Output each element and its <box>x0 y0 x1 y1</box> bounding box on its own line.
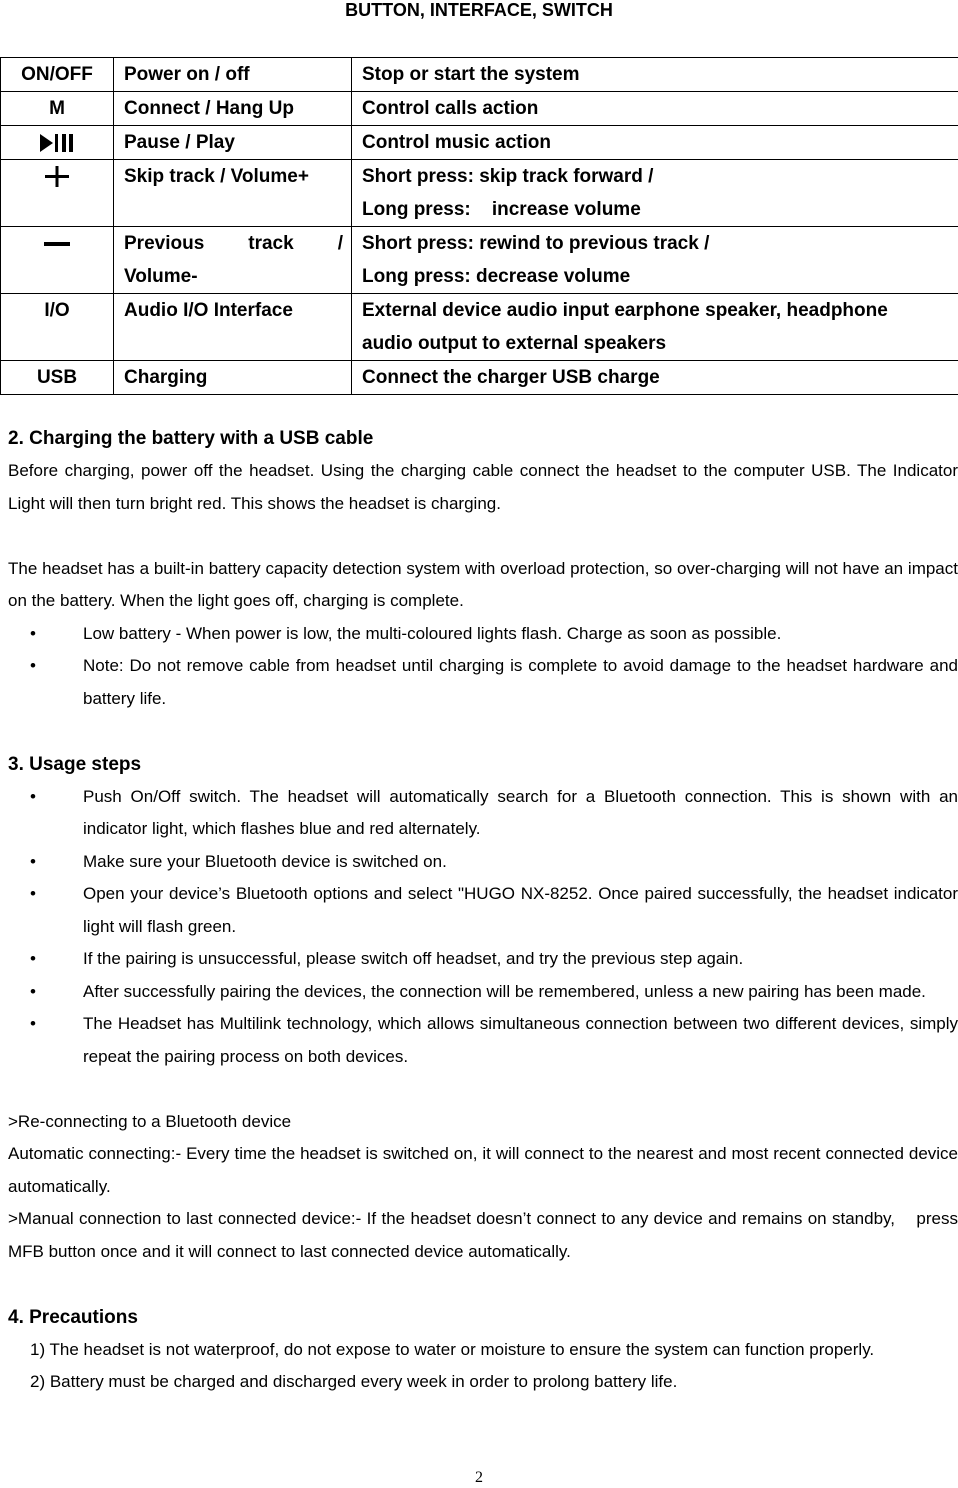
list-item: • After successfully pairing the devices, the connection will be remembered, unless a new pairing has been made. <box>8 976 958 1009</box>
list-item: • Low battery - When power is low, the multi-coloured lights flash. Charge as soon as possible. <box>8 618 958 651</box>
section-heading: 4. Precautions <box>8 1306 138 1328</box>
desc-cell: Stop or start the system <box>352 58 958 92</box>
desc-cell: Short press: rewind to previous track / Long press: decrease volume <box>352 227 958 294</box>
bullet-icon: • <box>30 1014 36 1033</box>
name-cell: Previous track / Volume- <box>114 227 352 294</box>
bullet-icon: • <box>30 786 36 806</box>
table-row <box>1 361 958 395</box>
bullet-list <box>8 618 958 716</box>
list-item: • Note: Do not remove cable from headset until charging is complete to avoid damage to the headset hardware and battery life. <box>8 650 958 715</box>
desc-cell: Control calls action <box>352 92 958 126</box>
desc-cell: Short press: skip track forward / Long press: increase volume <box>352 160 958 227</box>
name-cell: Skip track / Volume+ <box>114 160 352 227</box>
name-cell: Connect / Hang Up <box>114 92 352 126</box>
list-item: • Push On/Off switch. The headset will automatically search for a Bluetooth connection. This is shown with an indicator light, which flashes blue and red alternately. <box>8 781 958 846</box>
list-item: • Open your device’s Bluetooth options and select "HUGO NX-8252. Once paired successfully, the headset indicator light will flash green. <box>8 878 958 943</box>
document-body <box>8 422 958 1399</box>
section-heading: 2. Charging the battery with a USB cable <box>8 428 374 449</box>
key-cell <box>1 227 114 294</box>
key-cell: USB <box>1 361 114 395</box>
page-number: 2 <box>475 1469 483 1486</box>
name-cell: Power on / off <box>114 58 352 92</box>
subheading: >Re-connecting to a Bluetooth device <box>8 1111 292 1131</box>
desc-cell: Connect the charger USB charge <box>352 361 958 395</box>
minus-icon <box>43 239 71 249</box>
name-cell: Pause / Play <box>114 126 352 160</box>
list-item: 1) The headset is not waterproof, do not expose to water or moisture to ensure the system can function properly. <box>30 1339 875 1359</box>
desc-cell: External device audio input earphone speaker, headphone audio output to external speakers <box>352 294 958 361</box>
name-cell: Charging <box>114 361 352 395</box>
list-item: • The Headset has Multilink technology, which allows simultaneous connection between two different devices, simply repeat the pairing process on both devices. <box>8 1008 958 1073</box>
section-heading: 3. Usage steps <box>8 753 142 775</box>
paragraph: >Manual connection to last connected device:- If the headset doesn’t connect to any device and remains on standby, press MFB button once and it will connect to last connected device automatically. <box>8 1209 958 1261</box>
button-interface-table <box>0 57 958 395</box>
paragraph: The headset has a built-in battery capacity detection system with overload protection, so over-charging will not have an impact on the battery. When the light goes off, charging is complete. <box>8 558 958 610</box>
plus-icon <box>44 165 70 189</box>
paragraph: Before charging, power off the headset. Using the charging cable connect the headset to the computer USB. The Indicator Light will then turn bright red. This shows the headset is charging. <box>8 461 958 513</box>
bullet-icon: • <box>30 981 36 1001</box>
table-row <box>1 58 958 92</box>
key-cell: I/O <box>1 294 114 361</box>
key-cell: M <box>1 92 114 126</box>
page-title: BUTTON, INTERFACE, SWITCH <box>345 0 613 20</box>
paragraph: Automatic connecting:- Every time the headset is switched on, it will connect to the nearest and most recent connected device automatically. <box>8 1144 958 1196</box>
name-cell: Audio I/O Interface <box>114 294 352 361</box>
list-item: 2) Battery must be charged and discharged every week in order to prolong battery life. <box>30 1372 678 1391</box>
bullet-icon: • <box>30 851 36 871</box>
bullet-icon: • <box>30 656 36 675</box>
table-row <box>1 160 958 227</box>
desc-cell: Control music action <box>352 126 958 160</box>
bullet-icon: • <box>30 623 36 643</box>
key-cell <box>1 126 114 160</box>
table-row <box>1 92 958 126</box>
play-pause-icon <box>39 133 75 153</box>
table-row <box>1 227 958 294</box>
key-cell: ON/OFF <box>1 58 114 92</box>
list-item: • Make sure your Bluetooth device is switched on. <box>8 846 958 879</box>
table-row <box>1 294 958 361</box>
table-row <box>1 126 958 160</box>
bullet-icon: • <box>30 949 36 968</box>
list-item: • If the pairing is unsuccessful, please switch off headset, and try the previous step again. <box>8 943 958 976</box>
key-cell <box>1 160 114 227</box>
bullet-icon: • <box>30 884 36 903</box>
bullet-list <box>8 781 958 1074</box>
